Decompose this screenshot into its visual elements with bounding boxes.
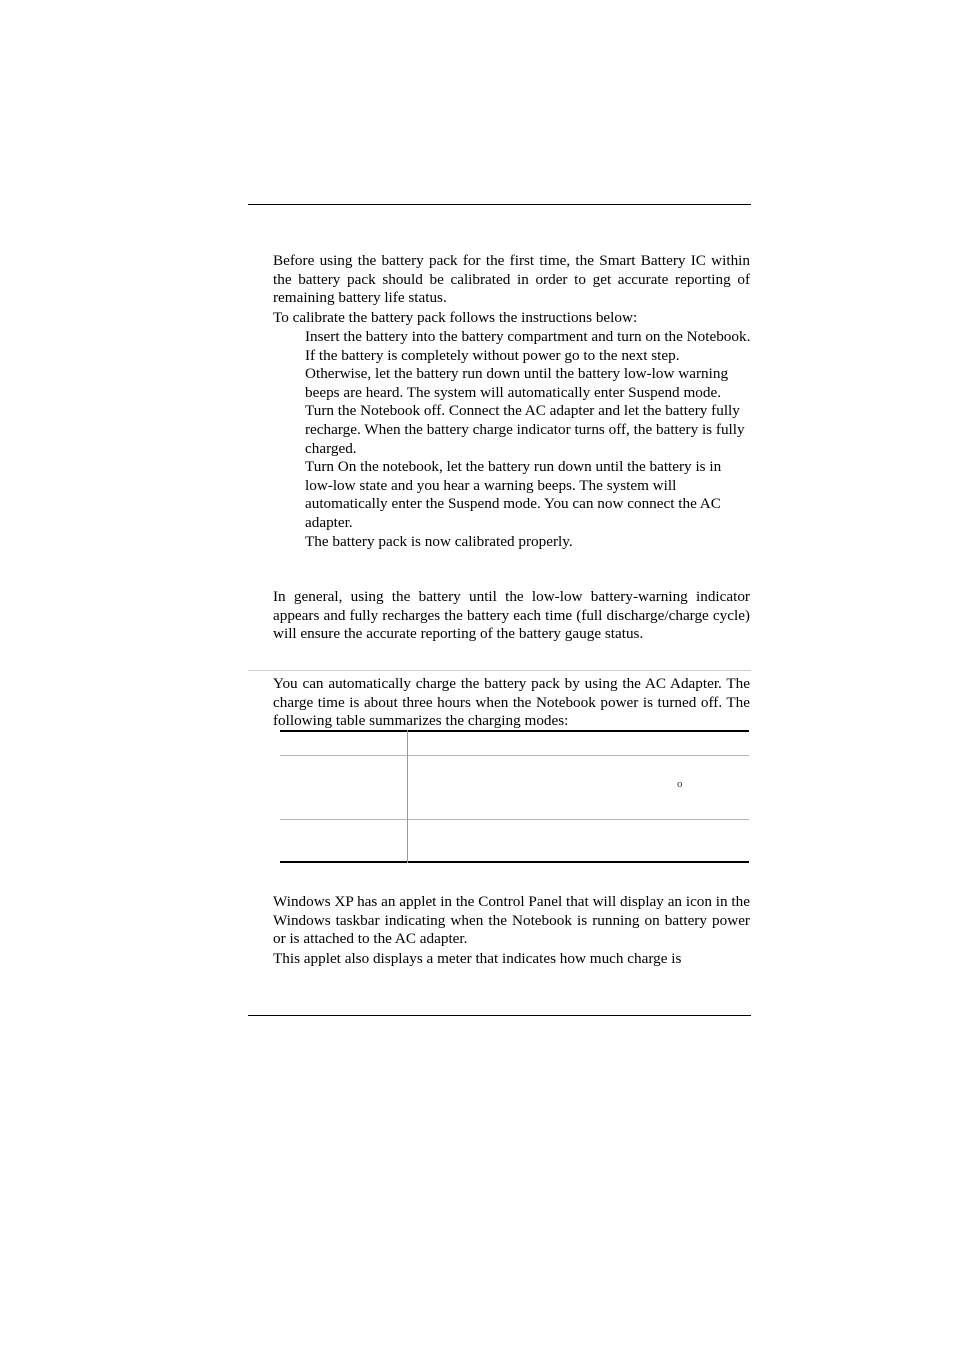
calibration-steps	[305, 328, 751, 551]
section-divider	[248, 670, 751, 671]
power-applet-text-2: This applet also displays a meter that indicates how much charge is	[273, 950, 682, 967]
calibration-step-4: Turn On the notebook, let the battery run down until the battery is in low-low state and you hear a warning beeps. The system will automatically enter the Suspend mode. You can now connect the AC adapter.	[305, 458, 722, 531]
calibration-step-3: Turn the Notebook off. Connect the AC adapter and let the battery fully recharge. When the battery charge indicator turns off, the battery is fully charged.	[305, 402, 745, 457]
table-bottom-rule	[280, 861, 749, 863]
footer-rule	[248, 1015, 751, 1016]
calibration-intro: Before using the battery pack for the first time, the Smart Battery IC within the battery pack should be calibrated in order to get accurate reporting of remaining battery life status.	[273, 252, 750, 307]
table-row-rule	[280, 819, 749, 820]
calibration-lead: To calibrate the battery pack follows the instructions below:	[273, 309, 638, 326]
charging-text: You can automatically charge the battery pack by using the AC Adapter. The charge time is about three hours when the Notebook power is turned off. The following table summarizes the charging modes:	[273, 675, 750, 730]
table-column-divider	[407, 730, 408, 863]
calibration-step-2: Otherwise, let the battery run down until the battery low-low warning beeps are heard. The system will automatically enter Suspend mode.	[305, 365, 729, 401]
table-header-rule	[280, 755, 749, 756]
calibration-step-5: The battery pack is now calibrated properly.	[305, 532, 573, 550]
calibration-step-1: Insert the battery into the battery compartment and turn on the Notebook. If the battery is completely without power go to the next step.	[305, 328, 751, 364]
charging-modes-table	[280, 730, 749, 863]
power-applet-text-1: Windows XP has an applet in the Control Panel that will display an icon in the Windows taskbar indicating when the Notebook is running on battery power or is attached to the AC adapter.	[273, 893, 750, 948]
header-rule	[248, 204, 751, 205]
calibration-general: In general, using the battery until the low-low battery-warning indicator appears and fully recharges the battery each time (full discharge/charge cycle) will ensure the accurate reporting of the battery gauge status.	[273, 588, 750, 643]
table-degree-symbol: o	[677, 778, 683, 790]
table-top-rule	[280, 730, 749, 732]
